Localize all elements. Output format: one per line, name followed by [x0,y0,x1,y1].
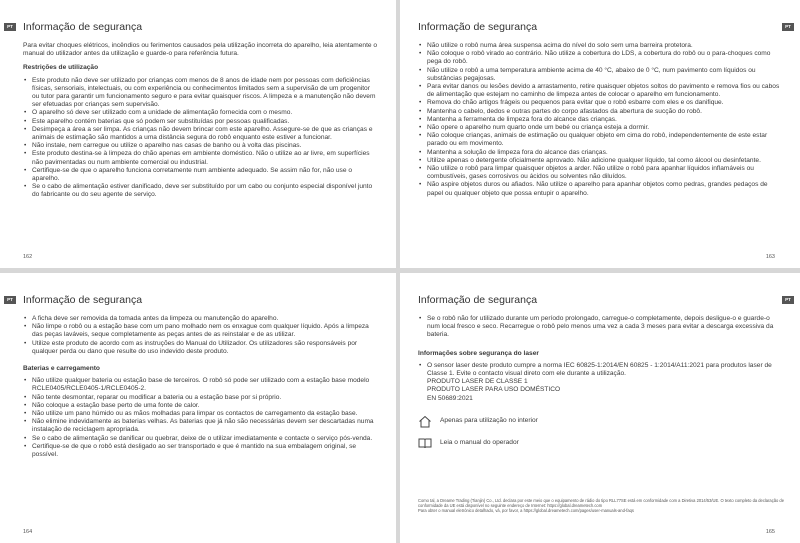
declaration-fine-print [418,498,788,514]
list-item: • Mantenha o cabelo, dedos e outras partes do corpo afastados da abertura de sucção do robô. [418,108,783,116]
laser-list [418,362,783,378]
language-tab: PT [4,23,16,31]
list-item: • Não limpe o robô ou a estação base com um pano molhado nem os enxague com qualquer líquido. Após a limpeza das peças laváveis, seque completamente as peças antes de as reinstalar e de as utilizar. [23,323,378,339]
list-item: • Utilize este produto de acordo com as instruções do Manual do Utilizador. Os utilizadores são responsáveis por qualquer perda ou dano que resulte do uso indevido deste produto. [23,340,378,356]
list-item: • Não tente desmontar, reparar ou modificar a bateria ou a estação base por si próprio. [23,394,378,402]
language-tab: PT [782,23,794,31]
list-item: • Se o cabo de alimentação se danificar ou quebrar, deixe de o utilizar imediatamente e contacte o serviço pós-venda. [23,435,378,443]
list-item: • O sensor laser deste produto cumpre a norma IEC 60825-1:2014/EN 60825 - 1:2014/A11:2021 para produtos laser de Classe 1. Evite o contacto visual direto com ele durante a utilização. [418,362,783,378]
page-body [23,42,378,200]
section-heading-usage-restrictions: Restrições de utilização [23,64,99,72]
manual-page-163 [400,0,800,268]
list-item: • Certifique-se de que o aparelho funciona corretamente num ambiente adequado. Se assim não for, não use o aparelho. [23,167,378,183]
language-tab: PT [4,296,16,304]
maintenance-list [23,315,378,356]
list-item: • Mantenha a ferramenta de limpeza fora do alcance das crianças. [418,116,783,124]
usage-restrictions-list [23,77,378,200]
batteries-list [23,377,378,459]
page-title: Informação de segurança [418,294,538,306]
manual-page-165 [400,273,800,543]
manual-download-note: Para obter o manual eletrónico detalhado, vá, por favor, a https://global.dreametech.com/pages/user-manuals-and-faqs [418,508,634,514]
page-title: Informação de segurança [23,294,143,306]
manual-page-164 [0,273,396,543]
list-item: • A ficha deve ser removida da tomada antes da limpeza ou manutenção do aparelho. [23,315,378,323]
list-item: • Não coloque o robô virado ao contrário. Não utilize a cobertura do LDS, a cobertura do robô ou o para-choques como pega do robô. [418,50,783,66]
page-title: Informação de segurança [23,21,143,33]
page-body [418,42,783,198]
page-number: 162 [23,254,33,260]
list-item: • Não elimine indevidamente as baterias velhas. As baterias que já não são necessárias devem ser descartadas numa instalação de reciclagem apropriada. [23,418,378,434]
language-tab: PT [782,296,794,304]
list-item: • Este aparelho contém baterias que só podem ser substituídas por pessoas qualificadas. [23,118,378,126]
indoor-use-row [418,415,783,428]
list-item: • Desimpeça a área a ser limpa. As crianças não devem brincar com este aparelho. Assegure-se de que as crianças e animais de estimação são mantidos a uma distância segura do robô enquanto este estiver a funcionar. [23,126,378,142]
list-item: • Não utilize o robô a uma temperatura ambiente acima de 40 °C, abaixo de 0 °C, num pavimento com líquidos ou substâncias pegajosas. [418,67,783,83]
list-item: • Mantenha a solução de limpeza fora do alcance das crianças. [418,149,783,157]
page-body [418,315,783,449]
intro-paragraph: Para evitar choques elétricos, incêndios ou ferimentos causados pela utilização incorreta do aparelho, leia atentamente o manual do utilizador antes da utilização e guarde-o para referência futura. [23,42,378,58]
open-book-icon [418,437,432,449]
section-heading-batteries: Baterias e carregamento [23,365,100,373]
list-item: • Remova do chão artigos frágeis ou pequenos para evitar que o robô esbarre com eles e os danifique. [418,99,783,107]
house-icon [418,415,432,428]
storage-list [418,315,783,340]
read-manual-label: Leia o manual do operador [440,438,519,446]
page-number: 165 [765,529,775,535]
indoor-use-label: Apenas para utilização no interior [440,417,538,425]
list-item: • O aparelho só deve ser utilizado com a unidade de alimentação fornecida com o mesmo. [23,109,378,117]
laser-domestic-line: PRODUTO LASER PARA USO DOMÉSTICO [427,386,561,394]
list-item: • Se o cabo de alimentação estiver danificado, deve ser substituído por um cabo ou conjunto especial disponível junto do fabricante ou do seu agente de serviço. [23,183,378,199]
list-item: • Certifique-se de que o robô está desligado ao ser transportado e que é mantido na sua embalagem original, se possível. [23,443,378,459]
manual-page-162 [0,0,396,268]
list-item: • Utilize apenas o detergente oficialmente aprovado. Não adicione qualquer líquido, tal como álcool ou desinfetante. [418,157,783,165]
list-item: • Se o robô não for utilizado durante um período prolongado, carregue-o completamente, depois desligue-o e guarde-o num local fresco e seco. Recarregue o robô pelo menos uma vez a cada 3 meses para evitar a descarga excessiva da bateria. [418,315,783,340]
page-number: 163 [765,254,775,260]
list-item: • Este produto não deve ser utilizado por crianças com menos de 8 anos de idade nem por pessoas com deficiências físicas, sensoriais, intelectuais, ou com experiência ou conhecimentos limitados sem a supervisão de um progenitor ou tutor para garantir um funcionamento seguro e para evitar quaisquer riscos. A limpeza e a manutenção não devem ser efetuadas por crianças sem supervisão. [23,77,378,110]
list-item: • Não aspire objetos duros ou afiados. Não utilize o aparelho para apanhar objetos como pedras, grandes pedaços de papel ou qualquer objeto que possa entupir o aparelho. [418,181,783,197]
laser-standard-line: EN 50689:2021 [427,394,473,402]
page-title: Informação de segurança [418,21,538,33]
list-item: • Não instale, nem carregue ou utilize o aparelho nas casas de banho ou à volta das piscinas. [23,142,378,150]
conformity-declaration: Como tal, a Dreame Trading (Tianjin) Co., Ltd. declara por este meio que o equipamento de rádio do tipo RLL77SE está em conformidade com a Diretiva 2014/53/UE. O texto completo da declaração de conformidade da UE está disponível no seguinte endereço de Internet: https://global.dreametech.com [418,498,784,509]
list-item: • Este produto destina-se à limpeza do chão apenas em ambiente doméstico. Não o utilize ao ar livre, em superfícies não pavimentadas ou num ambiente comercial ou industrial. [23,150,378,166]
list-item: • Não opere o aparelho num quarto onde um bebé ou criança esteja a dormir. [418,124,783,132]
list-item: • Não utilize o robô para limpar quaisquer objetos a arder. Não utilize o robô para apanhar líquidos inflamáveis ou combustíveis, gases corrosivos ou ácidos ou solventes não diluídos. [418,165,783,181]
list-item: • Não utilize o robô numa área suspensa acima do nível do solo sem uma barreira protetora. [418,42,783,50]
section-heading-laser: Informações sobre segurança do laser [418,349,539,357]
page-body [23,315,378,459]
list-item: • Não coloque crianças, animais de estimação ou qualquer objeto em cima do robô, independentemente de este estar parado ou em movimento. [418,132,783,148]
list-item: • Não utilize um pano húmido ou as mãos molhadas para limpar os contactos de carregamento da estação base. [23,410,378,418]
list-item: • Não coloque a estação base perto de uma fonte de calor. [23,402,378,410]
read-manual-row [418,437,783,449]
list-item: • Para evitar danos ou lesões devido a arrastamento, retire quaisquer objetos soltos do pavimento e remova fios ou cabos de alimentação que estejam no caminho de limpeza antes de colocar o aparelho em funcionamento. [418,83,783,99]
safety-list [418,42,783,198]
page-number: 164 [23,529,33,535]
laser-class-line: PRODUTO LASER DE CLASSE 1 [427,378,528,386]
list-item: • Não utilize qualquer bateria ou estação base de terceiros. O robô só pode ser utilizado com a estação base modelo RCLE0405/RCLE0405-1/RCLE0405-2. [23,377,378,393]
